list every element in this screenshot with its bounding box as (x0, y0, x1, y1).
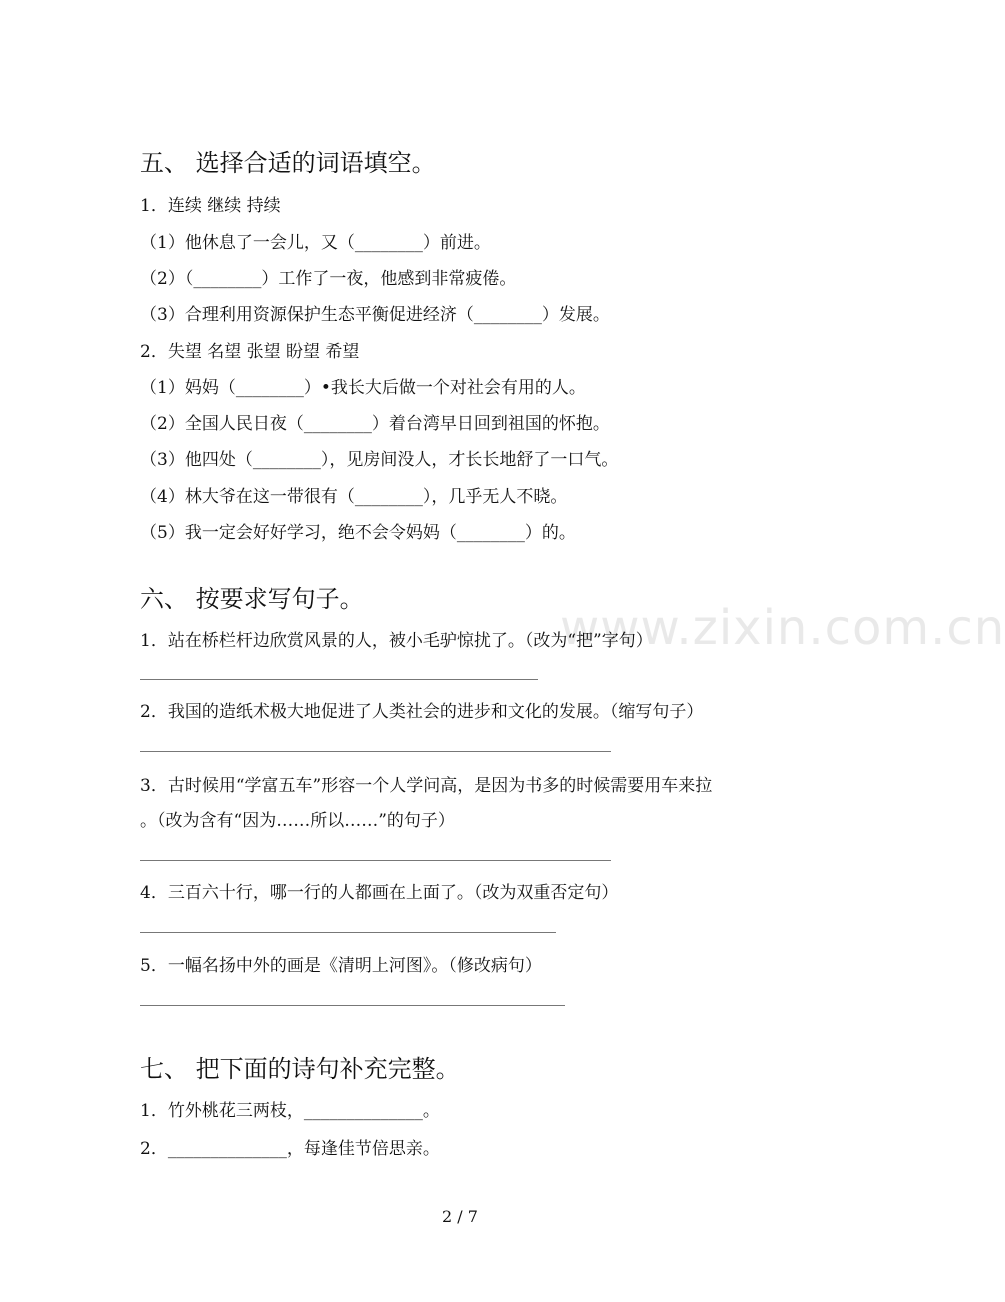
section-6-question-3-line-2: 。（改为含有“因为……所以……”的句子） (140, 811, 455, 831)
answer-line-1[interactable] (140, 679, 538, 680)
section-5-item-2-5: （5）我一定会好好学习，绝不会令妈妈（________）的。 (140, 523, 576, 543)
answer-line-3[interactable] (140, 860, 611, 861)
page-number: 2 / 7 (442, 1207, 478, 1226)
section-5-item-1-3: （3）合理利用资源保护生态平衡促进经济（________）发展。 (140, 305, 610, 325)
section-6-question-2: 2．我国的造纸术极大地促进了人类社会的进步和文化的发展。（缩写句子） (140, 702, 704, 722)
section-6-question-4: 4．三百六十行，哪一行的人都画在上面了。（改为双重否定句） (140, 883, 619, 903)
section-5-word-bank-2: 2．失望 名望 张望 盼望 希望 (140, 342, 360, 362)
section-5-item-1-1: （1）他休息了一会儿，又（________）前进。 (140, 233, 491, 253)
section-6-question-5: 5．一幅名扬中外的画是《清明上河图》。（修改病句） (140, 956, 542, 976)
watermark: www.zixin.com.cn (560, 600, 1005, 656)
section-5-item-2-2: （2）全国人民日夜（________）着台湾早日回到祖国的怀抱。 (140, 414, 610, 434)
answer-line-4[interactable] (140, 932, 556, 933)
section-5-item-2-3: （3）他四处（________），见房间没人，才长长地舒了一口气。 (140, 450, 619, 470)
section-7-question-2: 2．______________，每逢佳节倍思亲。 (140, 1139, 440, 1159)
section-5-word-bank-1: 1．连续 继续 持续 (140, 196, 281, 216)
section-6-question-3-line-1: 3．古时候用“学富五车”形容一个人学问高，是因为书多的时候需要用车来拉 (140, 776, 713, 796)
answer-line-2[interactable] (140, 751, 611, 752)
section-7-question-1: 1．竹外桃花三两枝，______________。 (140, 1101, 440, 1121)
section-5-heading: 五、 选择合适的词语填空。 (140, 149, 436, 177)
section-7-heading: 七、 把下面的诗句补充完整。 (140, 1055, 460, 1083)
section-5-item-2-4: （4）林大爷在这一带很有（________），几乎无人不晓。 (140, 487, 568, 507)
section-6-heading: 六、 按要求写句子。 (140, 585, 364, 613)
section-5-item-2-1: （1）妈妈（________）•我长大后做一个对社会有用的人。 (140, 378, 586, 398)
answer-line-5[interactable] (140, 1005, 565, 1006)
section-5-item-1-2: （2）（________）工作了一夜，他感到非常疲倦。 (140, 269, 517, 289)
section-6-question-1: 1．站在桥栏杆边欣赏风景的人，被小毛驴惊扰了。（改为“把”字句） (140, 631, 653, 651)
